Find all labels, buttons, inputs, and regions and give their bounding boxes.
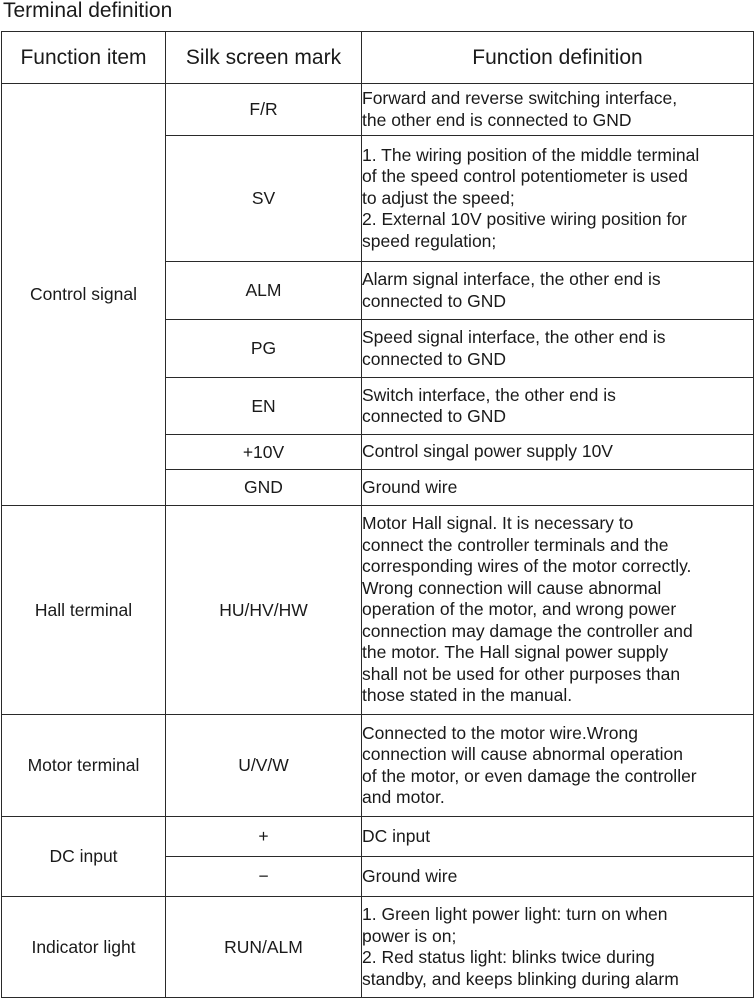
table-row bbox=[2, 715, 754, 817]
mark-hall: HU/HV/HW bbox=[166, 506, 362, 715]
group-indicator-light: Indicator light bbox=[2, 897, 166, 998]
group-dc-input: DC input bbox=[2, 817, 166, 897]
header-silk-screen-mark: Silk screen mark bbox=[166, 32, 362, 84]
definition-hall: Motor Hall signal. It is necessary to connect the controller terminals and the corresponding wires of the motor correctly. Wrong connection will cause abnormal operation of the motor, and wrong power connection may damage the controller and the motor. The Hall signal power supply shall not be used for other purposes than those stated in the manual. bbox=[362, 506, 754, 715]
table-header-row bbox=[2, 32, 754, 84]
mark-dc-plus: + bbox=[166, 817, 362, 857]
definition-fr: Forward and reverse switching interface, the other end is connected to GND bbox=[362, 84, 754, 136]
table-row bbox=[2, 817, 754, 857]
mark-10v: +10V bbox=[166, 435, 362, 470]
definition-dc-minus: Ground wire bbox=[362, 857, 754, 897]
table-row bbox=[2, 84, 754, 136]
definition-pg: Speed signal interface, the other end is connected to GND bbox=[362, 320, 754, 378]
definition-motor: Connected to the motor wire.Wrong connection will cause abnormal operation of the motor, or even damage the controller and motor. bbox=[362, 715, 754, 817]
definition-gnd: Ground wire bbox=[362, 470, 754, 506]
mark-alm: ALM bbox=[166, 262, 362, 320]
group-motor-terminal: Motor terminal bbox=[2, 715, 166, 817]
definition-10v: Control singal power supply 10V bbox=[362, 435, 754, 470]
definition-en: Switch interface, the other end is connected to GND bbox=[362, 378, 754, 435]
mark-dc-minus: − bbox=[166, 857, 362, 897]
definition-dc-plus: DC input bbox=[362, 817, 754, 857]
mark-indicator: RUN/ALM bbox=[166, 897, 362, 998]
terminal-definition-table bbox=[1, 31, 754, 998]
mark-motor: U/V/W bbox=[166, 715, 362, 817]
mark-fr: F/R bbox=[166, 84, 362, 136]
group-hall-terminal: Hall terminal bbox=[2, 506, 166, 715]
mark-pg: PG bbox=[166, 320, 362, 378]
page-title: Terminal definition bbox=[3, 0, 173, 22]
definition-indicator: 1. Green light power light: turn on when power is on; 2. Red status light: blinks twice during standby, and keeps blinking during alarm bbox=[362, 897, 754, 998]
mark-gnd: GND bbox=[166, 470, 362, 506]
group-control-signal: Control signal bbox=[2, 84, 166, 506]
header-function-item: Function item bbox=[2, 32, 166, 84]
table-row bbox=[2, 897, 754, 998]
mark-sv: SV bbox=[166, 136, 362, 262]
definition-alm: Alarm signal interface, the other end is connected to GND bbox=[362, 262, 754, 320]
mark-en: EN bbox=[166, 378, 362, 435]
header-function-definition: Function definition bbox=[362, 32, 754, 84]
definition-sv: 1. The wiring position of the middle terminal of the speed control potentiometer is used to adjust the speed; 2. External 10V positive wiring position for speed regulation; bbox=[362, 136, 754, 262]
table-row bbox=[2, 506, 754, 715]
